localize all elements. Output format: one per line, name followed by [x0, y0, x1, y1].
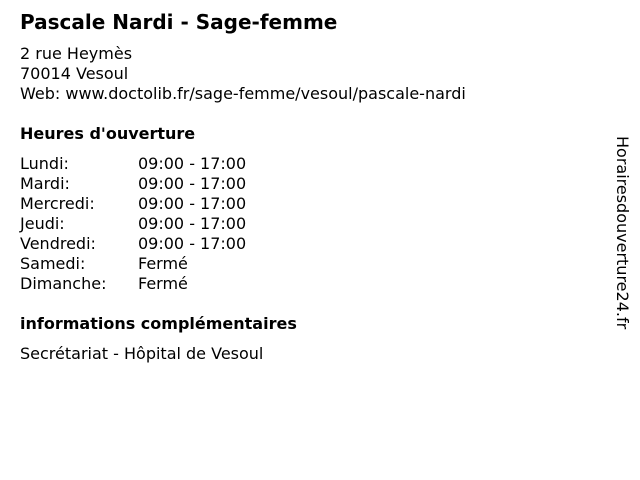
hours-heading: Heures d'ouverture [20, 124, 196, 143]
page-title: Pascale Nardi - Sage-femme [20, 10, 338, 34]
hours-time-value: Fermé [138, 254, 188, 273]
hours-day-label: Jeudi: [20, 214, 65, 233]
hours-time-value: 09:00 - 17:00 [138, 234, 247, 253]
hours-day-label: Samedi: [20, 254, 86, 273]
hours-day-label: Mardi: [20, 174, 70, 193]
side-brand-text: Horairesdouverture24.fr [613, 136, 632, 330]
hours-day-label: Mercredi: [20, 194, 95, 213]
info-heading: informations complémentaires [20, 314, 297, 333]
info-text: Secrétariat - Hôpital de Vesoul [20, 344, 264, 363]
hours-time-value: 09:00 - 17:00 [138, 194, 247, 213]
hours-day-label: Vendredi: [20, 234, 96, 253]
hours-time-value: 09:00 - 17:00 [138, 214, 247, 233]
address-block [20, 44, 466, 104]
hours-time-value: 09:00 - 17:00 [138, 154, 247, 173]
hours-time-value: 09:00 - 17:00 [138, 174, 247, 193]
hours-time-value: Fermé [138, 274, 188, 293]
address-city: 70014 Vesoul [20, 64, 129, 83]
hours-day-label: Dimanche: [20, 274, 107, 293]
address-street: 2 rue Heymès [20, 44, 133, 63]
hours-day-label: Lundi: [20, 154, 69, 173]
address-web: Web: www.doctolib.fr/sage-femme/vesoul/pascale-nardi [20, 84, 466, 103]
